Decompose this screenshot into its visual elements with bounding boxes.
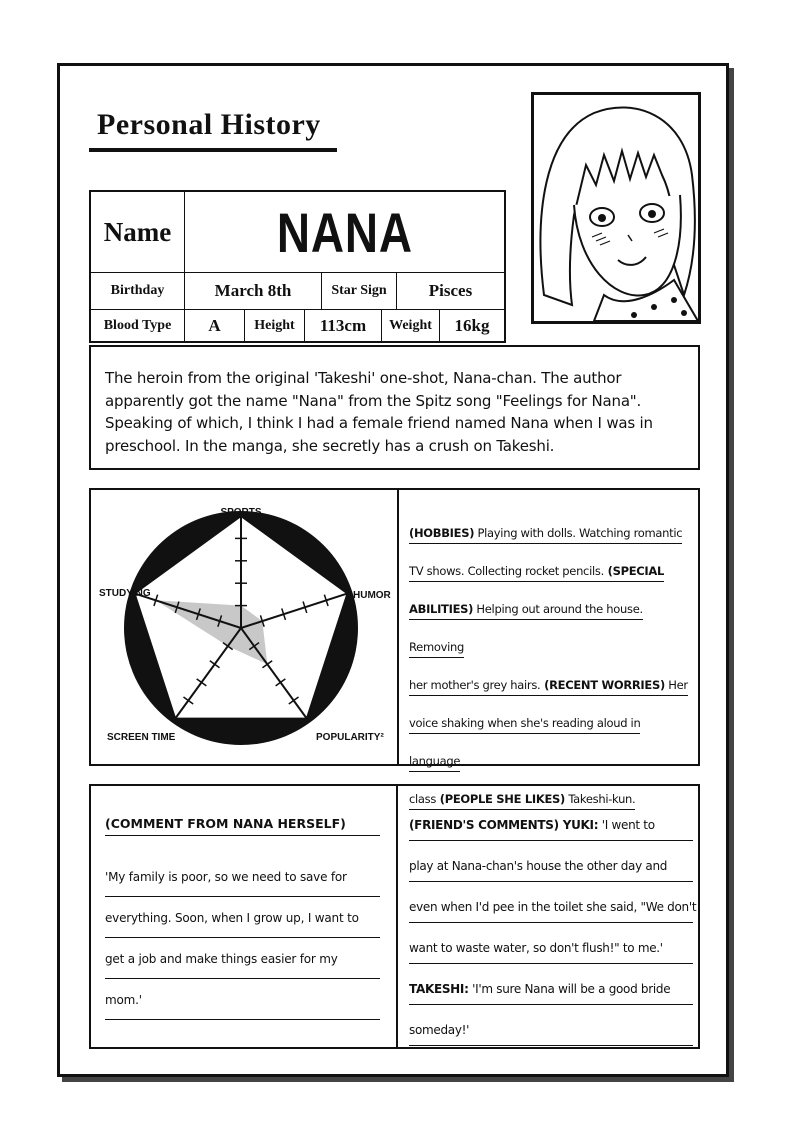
- friend-name-yuki: YUKI:: [558, 818, 599, 832]
- portrait-drawing: [534, 95, 698, 321]
- worries-tag: (RECENT WORRIES): [540, 678, 665, 692]
- friend-line: even when I'd pee in the toilet she said, "We don't: [409, 882, 693, 923]
- likes-line: Takeshi-kun.: [564, 792, 636, 806]
- hobbies-tag: (HOBBIES): [409, 526, 475, 540]
- radar-chart: [91, 490, 397, 764]
- special-tag: (SPECIAL: [603, 564, 664, 578]
- label-humor: HUMOR: [353, 590, 391, 601]
- friend-line: want to waste water, so don't flush!" to me.': [409, 923, 693, 964]
- own-comment-line: mom.': [105, 979, 380, 1020]
- portrait-illustration: [531, 92, 701, 324]
- hobbies-line: Playing with dolls. Watching romantic: [474, 526, 683, 540]
- yuki-comment: 'I went to: [598, 818, 655, 832]
- label-sports: SPORTS: [220, 507, 262, 518]
- birthday-value: March 8th: [185, 273, 322, 310]
- friend-line: [409, 800, 693, 841]
- friend-line: someday!': [409, 1005, 693, 1046]
- own-comment-line: 'My family is poor, so we need to save for: [105, 856, 380, 897]
- name-label: Name: [91, 192, 185, 273]
- height-label: Height: [245, 310, 305, 341]
- weight-label: Weight: [382, 310, 440, 341]
- label-studying: STUDYING: [99, 588, 151, 599]
- hobbies-line: TV shows. Collecting rocket pencils.: [409, 564, 604, 578]
- friend-line: play at Nana-chan's house the other day and: [409, 841, 693, 882]
- worries-line: class: [409, 792, 437, 806]
- bloodtype-value: A: [185, 310, 245, 341]
- height-value: 113cm: [305, 310, 382, 341]
- abilities-line: her mother's grey hairs.: [409, 678, 541, 692]
- abilities-line: Helping out around the house. Removing: [409, 602, 643, 654]
- likes-tag: (PEOPLE SHE LIKES): [436, 792, 565, 806]
- friends-comments: [409, 800, 697, 1046]
- profile-table: [89, 190, 506, 343]
- own-comment-line: get a job and make things easier for my: [105, 938, 380, 979]
- label-screen-time: SCREEN TIME: [107, 732, 176, 743]
- weight-value: 16kg: [454, 315, 490, 335]
- page-title: Personal History: [97, 108, 321, 141]
- own-comment-heading: (COMMENT FROM NANA HERSELF): [105, 816, 380, 836]
- label-popularity: POPULARITY²: [316, 732, 384, 743]
- own-comment-line: everything. Soon, when I grow up, I want to: [105, 897, 380, 938]
- comments-panel: [89, 784, 700, 1049]
- own-comment: [105, 816, 380, 1020]
- name-value-cell: [185, 192, 504, 273]
- hobbies-text: [409, 514, 691, 818]
- name-value: NANA: [276, 200, 413, 264]
- title-underline: [89, 148, 337, 152]
- friends-tag: (FRIEND'S COMMENTS): [409, 818, 559, 832]
- character-description: The heroin from the original 'Takeshi' one-shot, Nana-chan. The author apparently got the name "Nana" from the Spitz song "Feelings for Nana". Speaking of which, I think I had a female friend named Nana when I was in preschool. In the manga, she secretly has a crush on Takeshi.: [89, 345, 700, 470]
- worries-line: Her: [664, 678, 688, 692]
- birthday-label: Birthday: [91, 273, 185, 310]
- abilities-tag: ABILITIES): [409, 602, 474, 616]
- bloodtype-label: Blood Type: [91, 310, 185, 341]
- worries-line: voice shaking when she's reading aloud in language: [409, 716, 641, 768]
- friend-name-takeshi: TAKESHI:: [409, 982, 469, 996]
- comments-divider: [396, 786, 398, 1047]
- starsign-value: Pisces: [397, 273, 504, 310]
- takeshi-comment: 'I'm sure Nana will be a good bride: [468, 982, 671, 996]
- starsign-label: Star Sign: [322, 273, 397, 310]
- friend-line: [409, 964, 693, 1005]
- stats-panel: [89, 488, 700, 806]
- stats-divider: [397, 490, 399, 764]
